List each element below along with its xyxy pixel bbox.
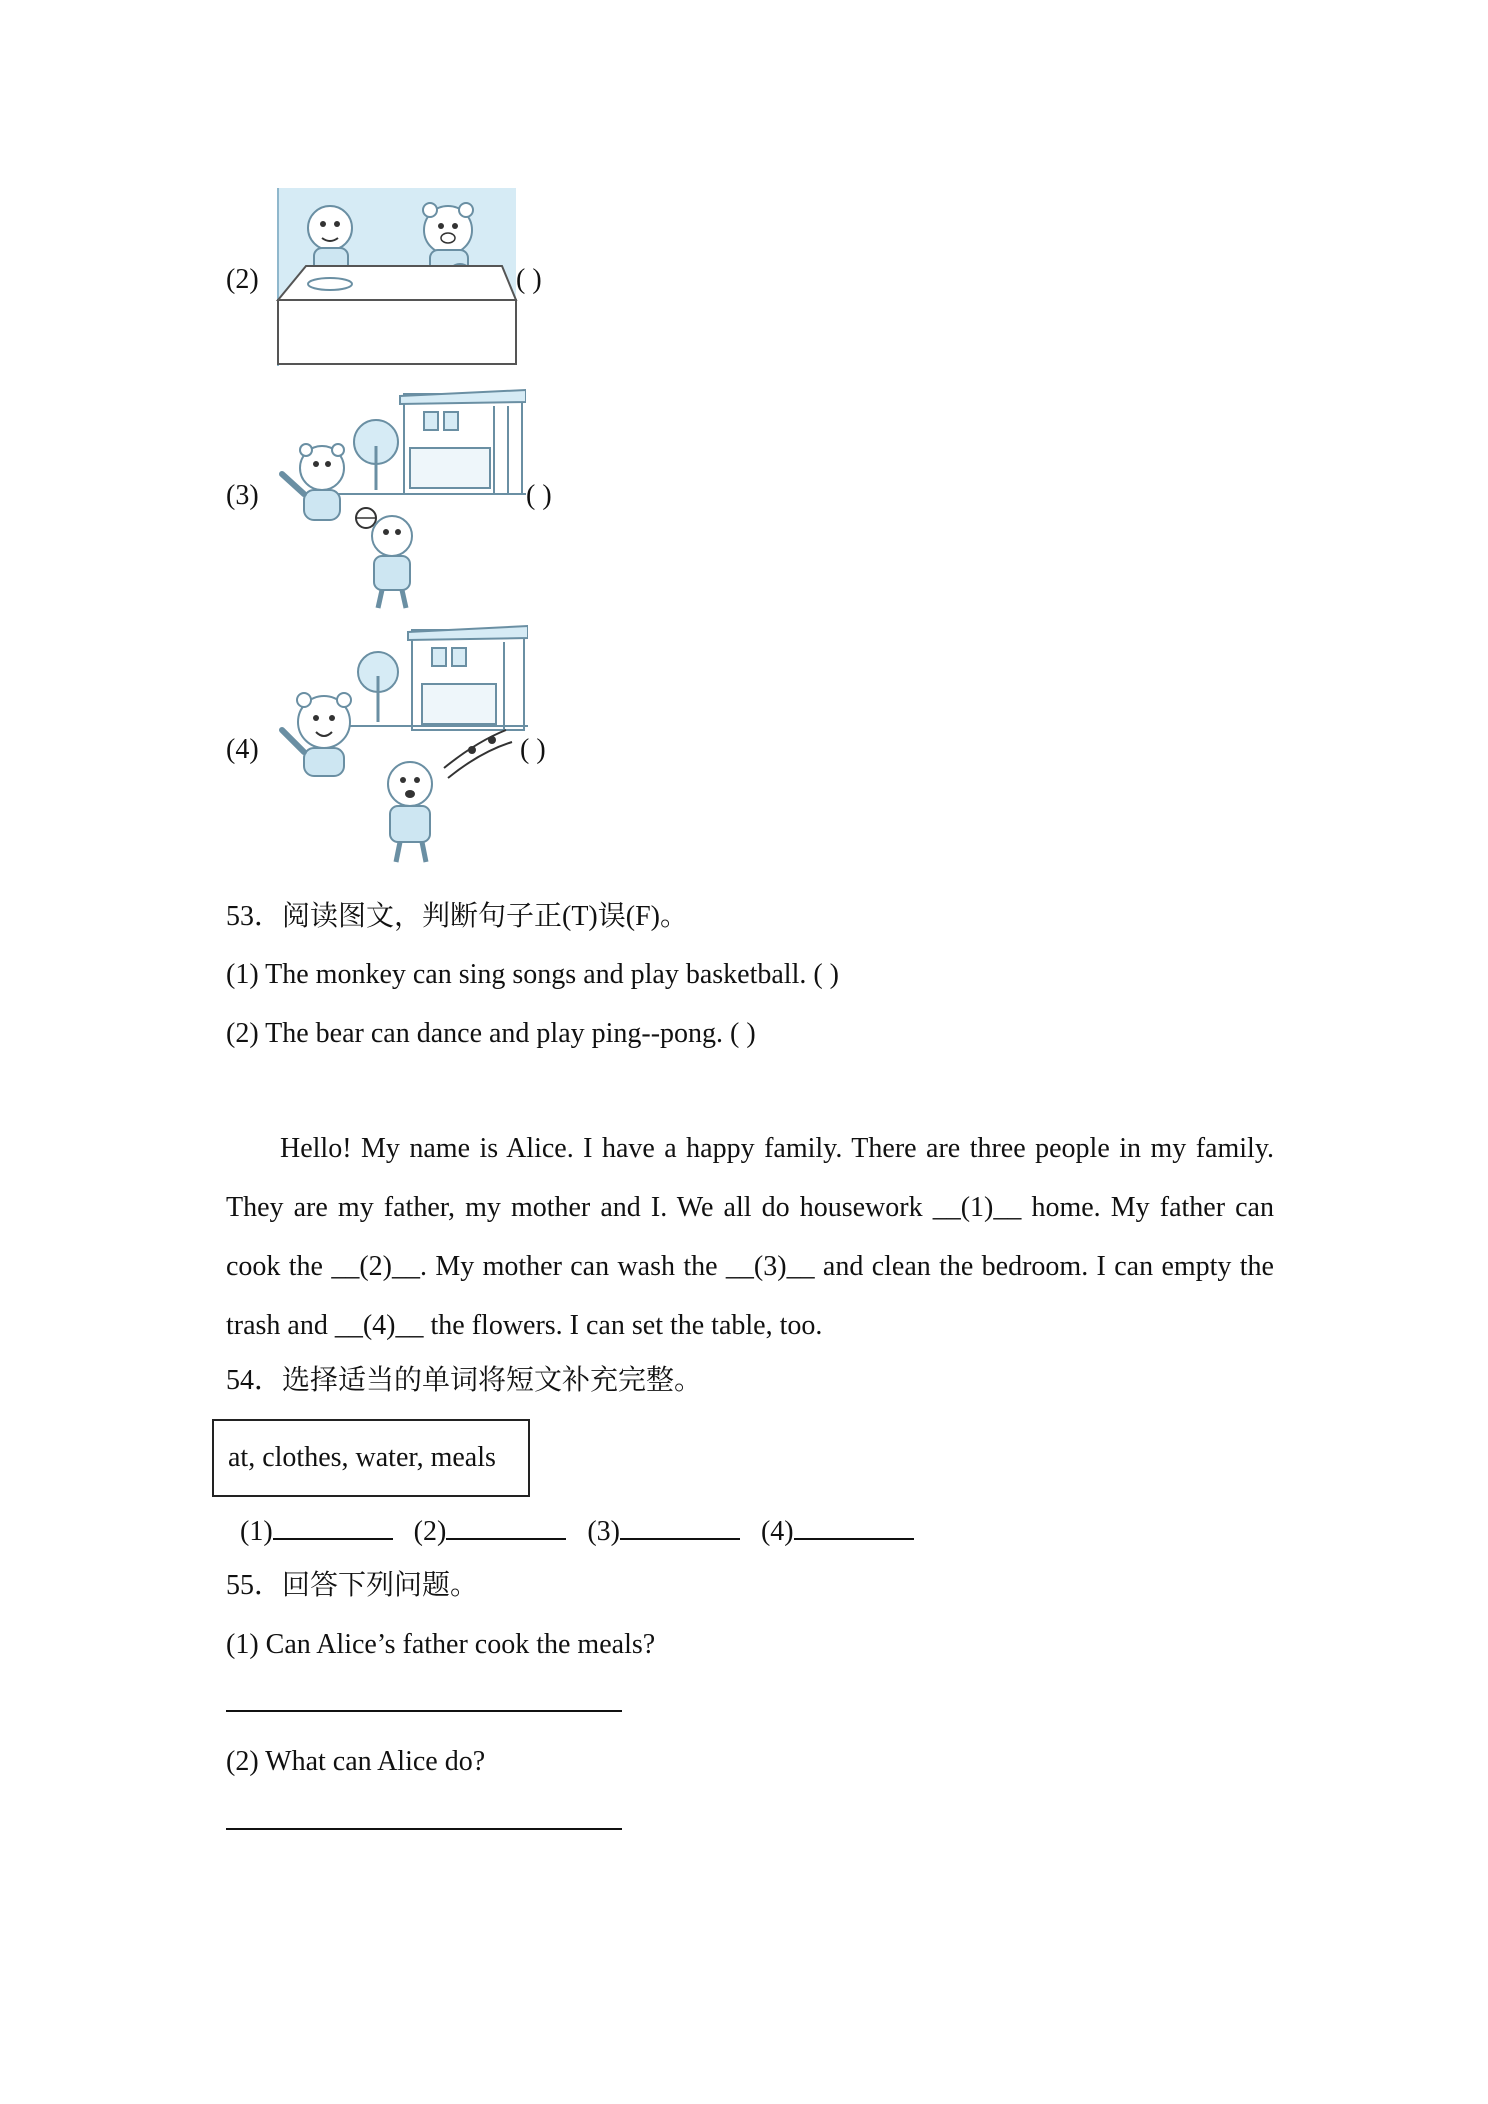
- picture-label-4: (4): [226, 734, 259, 765]
- picture-2-monkey-bear-at-table: [276, 188, 518, 368]
- q53-statement-2: (2) The bear can dance and play ping--pong. ( ): [226, 1018, 756, 1049]
- blank-label-2: (2): [413, 1516, 447, 1547]
- q53-title: 53．阅读图文，判断句子正(T)误(F)。: [226, 901, 688, 932]
- q55-question-2: (2) What can Alice do?: [226, 1746, 486, 1777]
- picture-4-bear-dancing-monkey-singing: [276, 622, 528, 870]
- answer-line-1[interactable]: [226, 1710, 622, 1712]
- q53-statement-1: (1) The monkey can sing songs and play basketball. ( ): [226, 959, 840, 990]
- answer-paren-3: ( ): [526, 480, 552, 511]
- passage-paragraph: Hello! My name is Alice. I have a happy family. There are three people in my family. They are my father, my mother and I. We all do housework __(1)__ home. My father can cook the __(2)__. My mother can wash the __(3)__ and clean the bedroom. I can empty the trash and __(4)__ the flowers. I can set the table, too.: [226, 1133, 1274, 1341]
- answer-line-2[interactable]: [226, 1828, 622, 1830]
- q54-blanks-row: [240, 1510, 928, 1549]
- q55-question-1: (1) Can Alice’s father cook the meals?: [226, 1629, 656, 1660]
- blank-label-4: (4): [760, 1516, 794, 1547]
- reading-passage: [226, 1119, 1274, 1355]
- blank-2[interactable]: [446, 1510, 566, 1540]
- picture-label-2: (2): [226, 264, 259, 295]
- blank-1[interactable]: [273, 1510, 393, 1540]
- answer-paren-2: ( ): [516, 264, 542, 295]
- word-bank-box: at, clothes, water, meals: [212, 1419, 530, 1497]
- blank-label-3: (3): [587, 1516, 620, 1547]
- blank-4[interactable]: [794, 1510, 914, 1540]
- blank-3[interactable]: [620, 1510, 740, 1540]
- picture-3-bear-monkey-basketball: [274, 386, 526, 614]
- answer-paren-4: ( ): [520, 734, 546, 765]
- blank-label-1: (1): [240, 1516, 273, 1547]
- q55-title: 55．回答下列问题。: [226, 1570, 479, 1601]
- picture-label-3: (3): [226, 480, 259, 511]
- q54-title: 54．选择适当的单词将短文补充完整。: [226, 1365, 703, 1396]
